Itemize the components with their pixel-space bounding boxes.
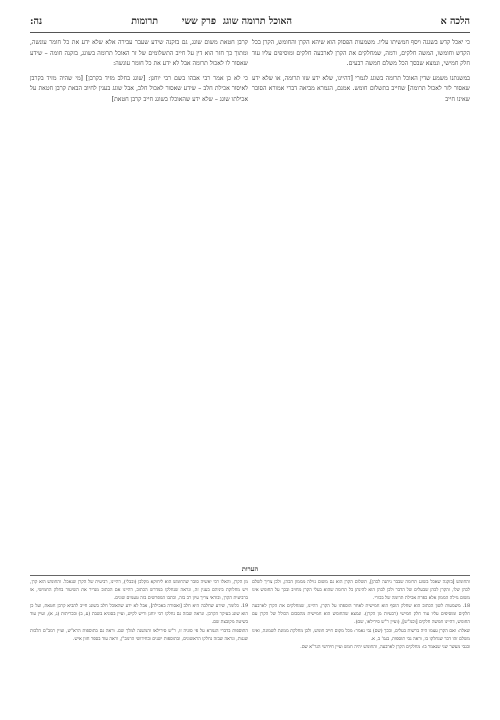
header-page-number: נה: <box>30 16 43 27</box>
running-header <box>30 16 470 30</box>
notes-heading: הערות <box>241 565 259 573</box>
header-halacha: הלכה א <box>440 16 470 27</box>
note-paragraph: 19. כלומר, שידע שחלבה היא חלב [ואסורה באכילה], אבל לא ידע שהאוכל חלב בשוגג חייב להביא קרבן חטאת, ועל כן הוא שוגג בעיקר הקרבן. ונראה שבזה גם נחלקו רבי יוחנן וריש לקיש, ועיין בסוגיא בשבת (ע, ב) ובכריתות (ג, א), ועיין עוד בשיטה מקובצת שם. <box>30 604 248 626</box>
note-paragraph: ובגבי מעשר שני שנאמר בו: מחלקים הקרן לארבעה, והחומש יהיה חמש ועיין חידושי הגר"א שם. <box>300 644 470 650</box>
main-text-left-column <box>30 38 248 109</box>
main-text-right-column <box>252 38 470 109</box>
header-perek: פרק ששי <box>181 16 216 27</box>
header-tractate: תרומות <box>131 16 158 27</box>
main-paragraph: כי לא כן אמר רבי אבהו בשם רבי יוחנן: [שוגג בחלב מזיד בקרבן] [מי שהיה מזיד בקרבן לאיסור אכילת חלב – שידע שאסור לאכול חלב, אבל שוגג בענין לחיוב הבאת קרבן חטאת על אכילתו שוגג – שלא ידע שהאוכלו בשוגג חייב קרבן חטאת] <box>30 74 248 103</box>
note-paragraph: 18. משמעות לשון הכתוב הוא שחלק הוסף הוא חמישית לאחר הוספתו על הקרן, דהיינו, שמחלקים את הקרן לארבעה חלקים ומוסיפים עליו עוד חלק חמישי (רבעיות מן הקרן). ונמצא שהחומש הוא חמישית מהסכום הכולל של הקרן עם החומש, דהיינו חמשה חלקים [וכמ"ש], (ועיין ר"ש סירילאו, שם). <box>252 604 470 626</box>
note-paragraph: מן הקרן, והאלו רבי יאשיה סובר שהחומש הוא ליחוקא מקלבן (ובבלי), דהיינו, רביעית של הקרן שנאכל. והחומש הוא קרן, ויש מחלוקת ביניהם בענין זה, ונראה שנחלקו במדרש הכתוב, דהיינו אם הכתוב מגדיר את השיעור בחלק החמישי, או ברביעית הקרן, ובודאי צריך עיון רב בזה, וכתבו המפרשים בזה טעמים שונים. <box>30 580 248 602</box>
header-chapter-title: האוכל תרומה שוגג <box>222 16 292 27</box>
note-paragraph: התוספות בדברי הגמרא על פי סוגיה זו, ר"ש סירילאו והמשנה למלך שם. וראה גם בתוספות הרא"ש, ועיין רמב"ם הלכות שגגות, ונראה שבזה נחלקו הראשונים, ובתוספות ישנים ובחידושי הרמב"ן, וראה עוד בספר חזון איש. <box>30 628 248 642</box>
note-paragraph: והחומש [בזקנה שאכל בשוגג תרומה שבבר ניתנה לכהן], תשלום הקרן הוא גם משום גזילה מממון הכהן, ולכן צריך לשלם לכהן שלו, והקרן לכהן שבעלים של הדבר ולכן לכהן הוא להינתן כל תרומה שהוא בעלי הקרן מחויב ובכך על החומש אינו משום גזילה הממון אלא כפרת אכילת תרומה של בכורי. <box>252 580 470 602</box>
notes-left-column <box>30 579 248 644</box>
notes-right-column <box>252 579 470 652</box>
note-paragraph: שאלה: ואם הקרן עצמו היה ברשות בעלים, ובכך (שם) גבי נאמר: מכל מקום חייב חומש, ולכן מחלקת ממונת לשמונה, ואינו משלם זהו דבר שנחלקו בו, וראה גבי תוספות, בגמ' ב, א. <box>252 628 470 642</box>
main-paragraph: קרבן חטאת משום שוגג, גם בזקנה שידע שעבר עבירה אלא שלא ידע את כל חומר עונשה, ומתוך כך חזר הוא דין על חייב התשלומים של זר האוכל תרומה בשוגג, בזקנה חומה – שידע שאסור לו לאכול תרומה אבל לא ידע את כל חומר עונשה: <box>30 39 248 67</box>
main-paragraph: במשנתנו משמע שדין האוכל תרומה בשוגג לגמרי [דהיינו, שלא ידע שזו תרומה, או שלא ידע שאסור לזר לאכול תרומה] שחייב בתשלום חומש. אמנם, הגמרא מביאה דברי אמורא הסובר שאינו חייב <box>252 74 470 103</box>
main-paragraph: כי יאכל קדש בשגגה ויסף חמשיתו עליו. משמעות הפסוק הוא שיהא הקרן והחומש, הקרן בכל הקדש וחומשו, המשה חלקים, ורמה, שמחלקים את הקרן לארבעה חלקים ומוסיפים עליו עוד חלק חמישי, ונמצא שבסך הכל משלם חמשה רבעים. <box>252 39 470 67</box>
notes-rule <box>30 575 470 576</box>
header-rule <box>30 32 470 33</box>
